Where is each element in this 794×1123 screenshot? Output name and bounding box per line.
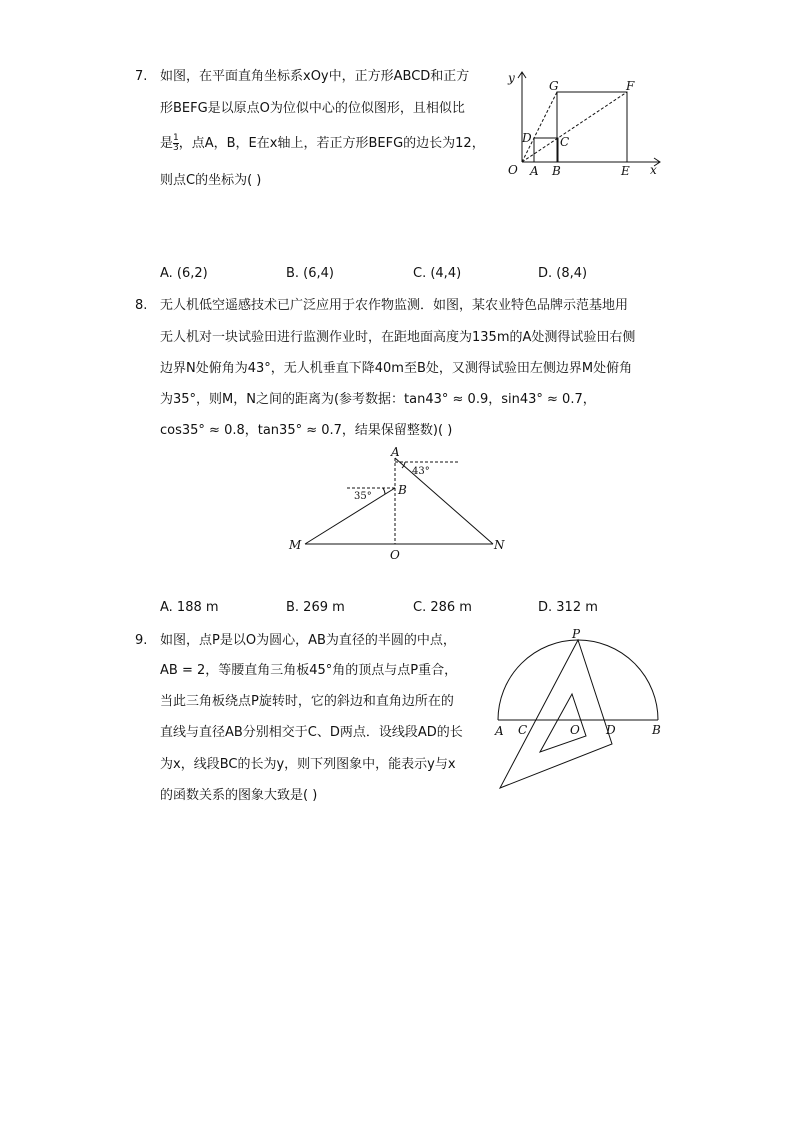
q7-label-e: E [621,164,630,178]
q8-label-angle-43: 43° [412,466,430,477]
q8-angle-arc-35 [383,488,385,494]
q7-line-3 [160,134,485,153]
q8-label-m: M [289,538,302,552]
q8-line-bm [305,488,395,544]
q8-label-angle-35: 35° [354,491,372,502]
q9-label-c: C [518,723,528,737]
q9-line-6: 的函数关系的图象大致是( ) [160,788,318,803]
q8-label-o: O [390,548,400,562]
q7-number: 7. [135,69,148,84]
q8-line-1: 无人机低空遥感技术已广泛应用于农作物监测．如图，某农业特色品牌示范基地用 [160,298,629,313]
q7-label-b: B [552,164,561,178]
q8-option-b[interactable]: B. 269 m [286,600,345,615]
q8-option-c[interactable]: C. 286 m [413,600,472,615]
q7-dashed-og [522,92,557,162]
q9-label-a: A [495,724,504,738]
q9-label-b: B [652,723,661,737]
q7-line-1: 如图，在平面直角坐标系xOy中，正方形ABCD和正方 [160,69,470,84]
q7-square-abcd [534,138,558,162]
q7-dashed-of [522,92,627,162]
q7-label-o: O [508,163,518,177]
q8-number: 8. [135,298,148,313]
q9-semicircle [498,640,658,720]
q7-frac-den: 3 [173,143,179,153]
q8-line-3: 边界N处俯角为43°，无人机垂直下降40m至B处，又测得试验田左侧边界M处俯角 [160,361,633,376]
q7-frac-num: 1 [173,133,179,143]
q8-line-4: 为35°，则M，N之间的距离为(参考数据：tan43° ≈ 0.9，sin43° ≈ 0.7， [160,392,596,407]
q8-option-d[interactable]: D. 312 m [538,600,598,615]
q7-option-a[interactable]: A. (6,2) [160,266,208,281]
q7-option-b[interactable]: B. (6,4) [286,266,335,281]
q9-figure [490,628,670,794]
q9-label-d: D [606,723,616,737]
q9-line-5: 为x，线段BC的长为y，则下列图象中，能表示y与x [160,757,456,772]
q7-label-f: F [626,79,635,93]
q7-option-d[interactable]: D. (8,4) [538,266,588,281]
q8-line-an [395,458,493,544]
q9-line-2: AB = 2，等腰直角三角板45°角的顶点与点P重合， [160,663,458,678]
q8-label-b: B [398,483,407,497]
q7-line-2: 形BEFG是以原点O为位似中心的位似图形，且相似比 [160,101,465,116]
q7-line-3-text: ，点A，B，E在x轴上，若正方形BEFG的边长为12， [178,136,485,151]
q7-figure [500,64,670,180]
q7-label-g: G [549,79,559,93]
q7-square-befg [557,92,627,162]
q7-option-c[interactable]: C. (4,4) [413,266,462,281]
q7-line-3-prefix: 是 [160,136,174,151]
q7-label-c: C [560,135,570,149]
q7-label-d: D [522,131,532,145]
q9-line-3: 当此三角板绕点P旋转时，它的斜边和直角边所在的 [160,694,454,709]
q7-label-a: A [530,164,539,178]
q9-label-o: O [570,723,580,737]
q8-figure [283,444,513,566]
q8-line-5: cos35° ≈ 0.8，tan35° ≈ 0.7，结果保留整数)( ) [160,423,453,438]
q7-label-y: y [508,71,515,85]
q8-label-a: A [391,445,400,459]
q9-line-1: 如图，点P是以O为圆心，AB为直径的半圆的中点， [160,633,456,648]
q9-number: 9. [135,633,148,648]
q7-line-4: 则点C的坐标为( ) [160,173,262,188]
q9-label-p: P [572,628,581,641]
q7-label-x: x [650,163,657,177]
q9-line-4: 直线与直径AB分别相交于C、D两点．设线段AD的长 [160,725,463,740]
q8-option-a[interactable]: A. 188 m [160,600,219,615]
q8-label-n: N [494,538,505,552]
q9-triangle-outer [500,640,612,788]
q8-line-2: 无人机对一块试验田进行监测作业时，在距地面高度为135m的A处测得试验田右侧 [160,330,636,345]
